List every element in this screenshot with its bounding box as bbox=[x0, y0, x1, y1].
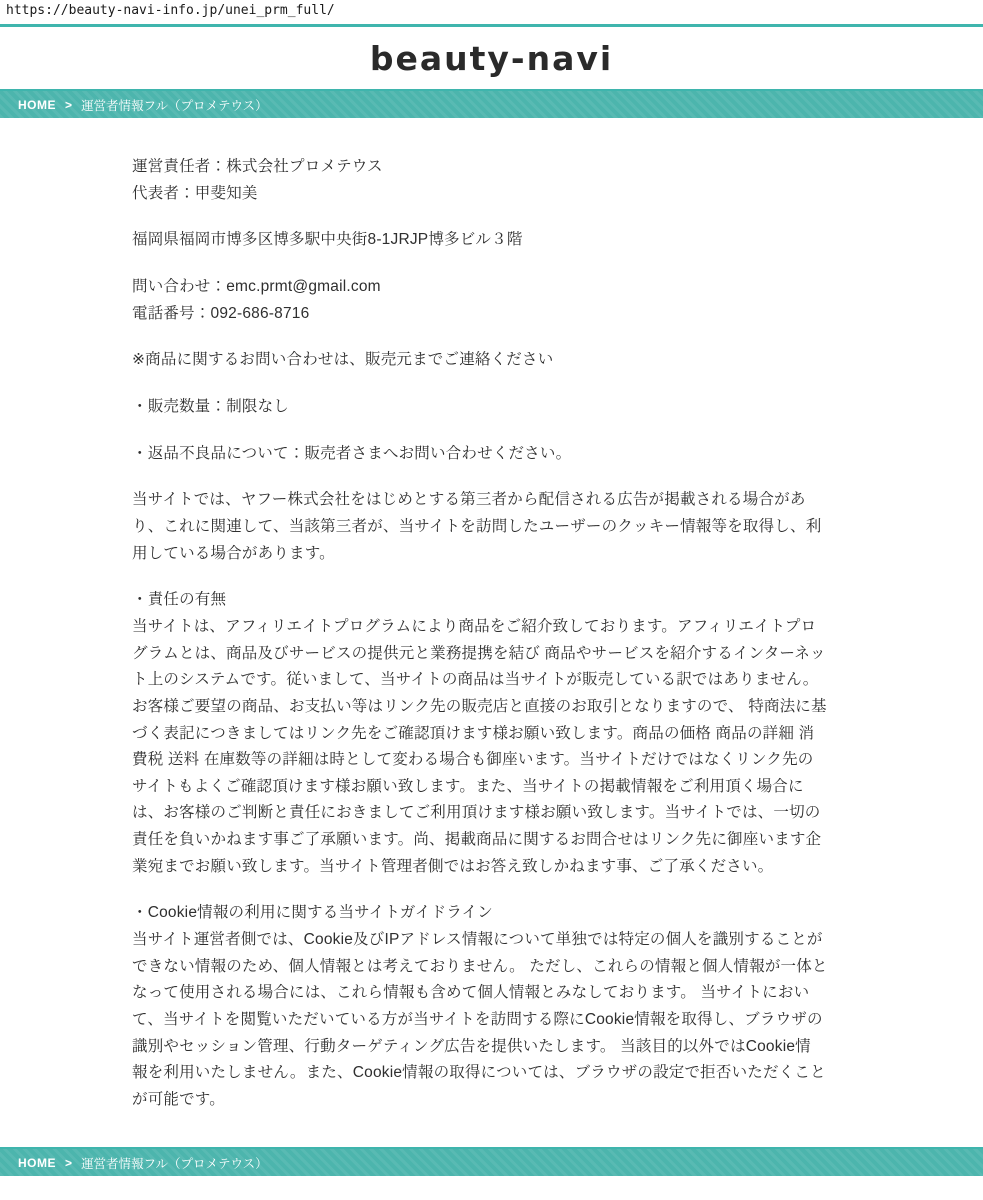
breadcrumb-current: 運営者情報フル（プロメテウス） bbox=[81, 98, 268, 113]
paragraph-product-note bbox=[132, 347, 856, 374]
breadcrumb-current: 運営者情報フル（プロメテウス） bbox=[81, 1156, 268, 1171]
url-text: https://beauty-navi-info.jp/unei_prm_full/ bbox=[6, 3, 335, 18]
paragraph-cookie-guideline bbox=[132, 900, 856, 1113]
text-line: 責任を負いかねます事ご了承願います。尚、掲載商品に関するお問合せはリンク先に御座います企 bbox=[132, 831, 822, 849]
paragraph-contact bbox=[132, 274, 856, 327]
breadcrumb-top bbox=[0, 91, 983, 118]
text-line: 用している場合があります。 bbox=[132, 544, 335, 562]
site-title: beauty-navi bbox=[369, 38, 614, 78]
text-line: 業宛までお願い致します。当サイト管理者側ではお答え致しかねます事、ご了承ください。 bbox=[132, 857, 774, 875]
text-line: なって使用される場合には、これら情報も含めて個人情報とみなしております。 当サイトにおい bbox=[132, 984, 810, 1002]
paragraph-ads-cookie bbox=[132, 487, 856, 567]
text-line: 当サイトでは、ヤフー株式会社をはじめとする第三者から配信される広告が掲載される場合があ bbox=[132, 491, 806, 509]
content-column bbox=[132, 154, 856, 1114]
text-line: 福岡県福岡市博多区博多駅中央街8-1JRJP博多ビル３階 bbox=[132, 231, 523, 249]
text-line: お客様ご要望の商品、お支払い等はリンク先の販売店と直接のお取引となりますので、 特商法に基 bbox=[132, 697, 827, 715]
text-line: ト上のシステムです。従いまして、当サイトの商品は当サイトが販売している訳ではありません。 bbox=[132, 671, 819, 689]
breadcrumb-bottom bbox=[0, 1149, 983, 1176]
main-content bbox=[0, 118, 983, 1114]
text-line: ※商品に関するお問い合わせは、販売元までご連絡ください bbox=[132, 351, 554, 369]
breadcrumb-separator: > bbox=[65, 1155, 73, 1170]
paragraph-address bbox=[132, 227, 856, 254]
text-line: て、当サイトを閲覧いただいている方が当サイトを訪問する際にCookie情報を取得し、ブラウザの bbox=[132, 1011, 823, 1029]
text-line: サイトもよくご確認頂けます様お願い致します。また、当サイトの掲載情報をご利用頂く場合に bbox=[132, 777, 804, 795]
paragraph-quantity bbox=[132, 394, 856, 421]
text-line: 費税 送料 在庫数等の詳細は時として変わる場合も御座います。当サイトだけではなくリンク先の bbox=[132, 751, 814, 769]
breadcrumb-separator: > bbox=[65, 97, 73, 112]
text-line: り、これに関連して、当該第三者が、当サイトを訪問したユーザーのクッキー情報等を取得し、利 bbox=[132, 517, 822, 535]
browser-url-bar[interactable] bbox=[0, 0, 983, 24]
text-line: 報を利用いたしません。また、Cookie情報の取得については、ブラウザの設定で拒否いただくこと bbox=[132, 1064, 826, 1082]
text-line: が可能です。 bbox=[132, 1091, 225, 1109]
page-footer bbox=[0, 1147, 983, 1200]
text-line: グラムとは、商品及びサービスの提供元と業務提携を結び 商品やサービスを紹介するインターネッ bbox=[132, 644, 826, 662]
text-line: ・返品不良品について：販売者さまへお問い合わせください。 bbox=[132, 444, 572, 462]
paragraph-liability bbox=[132, 587, 856, 880]
text-line: づく表記につきましてはリンク先をご確認頂けます様お願い致します。商品の価格 商品の詳細 消 bbox=[132, 724, 815, 742]
text-line: 識別やセッション管理、行動ターゲティング広告を提供いたします。 当該目的以外ではCookie情 bbox=[132, 1037, 811, 1055]
text-line: ・責任の有無 bbox=[132, 591, 227, 609]
text-line: 当サイト運営者側では、Cookie及びIPアドレス情報について単独では特定の個人を識別することが bbox=[132, 931, 823, 949]
site-header bbox=[0, 27, 983, 91]
breadcrumb-home-link[interactable]: HOME bbox=[18, 97, 56, 112]
text-line: 電話番号：092-686-8716 bbox=[132, 304, 310, 322]
text-line: 当サイトは、アフィリエイトプログラムにより商品をご紹介致しております。アフィリエイトプロ bbox=[132, 617, 817, 635]
breadcrumb-home-link[interactable]: HOME bbox=[18, 1155, 56, 1170]
text-line: は、お客様のご判断と責任におきましてご利用頂けます様お願い致します。当サイトでは、一切の bbox=[132, 804, 821, 822]
text-line: できない情報のため、個人情報とは考えておりません。 ただし、これらの情報と個人情報が一体と bbox=[132, 957, 828, 975]
footer-spacer bbox=[0, 1176, 983, 1200]
text-line: ・販売数量：制限なし bbox=[132, 397, 290, 415]
paragraph-operator bbox=[132, 154, 856, 207]
text-line: 運営責任者：株式会社プロメテウス bbox=[132, 158, 383, 175]
text-line: 代表者：甲斐知美 bbox=[132, 184, 258, 202]
paragraph-returns bbox=[132, 441, 856, 468]
text-line: ・Cookie情報の利用に関する当サイトガイドライン bbox=[132, 904, 493, 922]
text-line: 問い合わせ：emc.prmt@gmail.com bbox=[132, 277, 381, 295]
